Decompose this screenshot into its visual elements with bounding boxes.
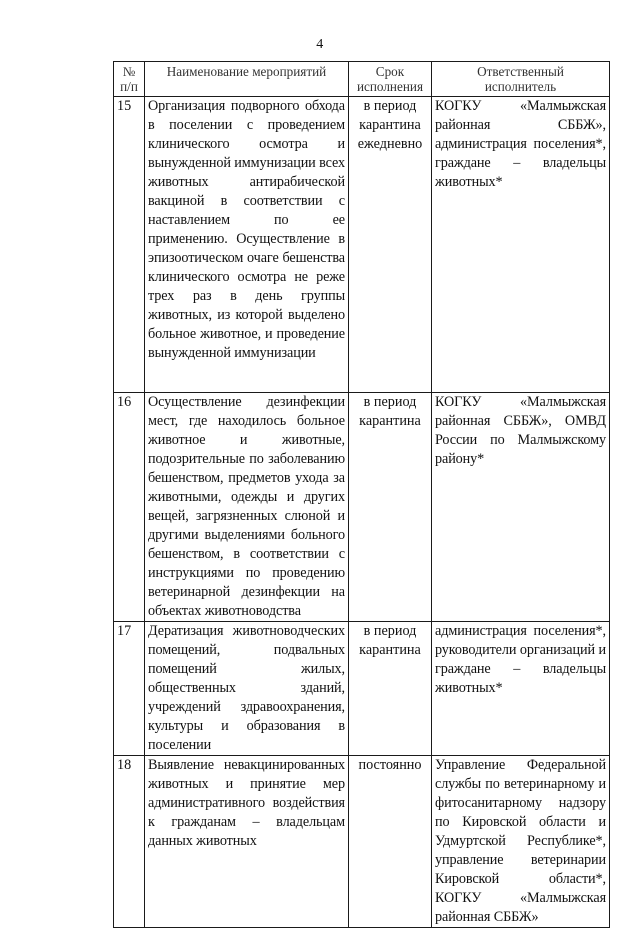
row-number: 17 <box>114 622 145 756</box>
header-term: Срок исполнения <box>349 62 432 97</box>
row-executor: КОГКУ «Малмыжская районная СББЖ», ОМВД России по Малмыжскому району* <box>432 393 610 622</box>
row-executor: Управление Федеральной службы по ветеринарному и фитосанитарному надзору по Кировской области и Удмуртской Республике*, управление ветеринарии Кировской области*, КОГКУ «Малмыжская районная СББЖ» <box>432 756 610 928</box>
measures-table <box>113 61 610 928</box>
table-row <box>114 756 610 928</box>
row-term: в период карантина <box>349 622 432 756</box>
row-number: 16 <box>114 393 145 622</box>
table-row <box>114 393 610 622</box>
row-term: в период карантина ежедневно <box>349 97 432 393</box>
page-number: 4 <box>316 37 324 52</box>
row-measure-name: Выявление невакцинированных животных и принятие мер административного воздействия к гражданам – владельцам данных животных <box>145 756 349 928</box>
header-number: № п/п <box>114 62 145 97</box>
row-executor: КОГКУ «Малмыжская районная СББЖ», администрация поселения*, граждане – владельцы животных* <box>432 97 610 393</box>
table-header-row <box>114 62 610 97</box>
table-row <box>114 622 610 756</box>
header-executor: Ответственный исполнитель <box>432 62 610 97</box>
row-measure-name: Организация подворного обхода в поселении с проведением клинического осмотра и вынужденной иммунизации всех животных антирабической вакциной в соответствии с наставлением по ее применению. Осуществление в эпизоотическом очаге бешенства клинического осмотра не реже трех раз в день группы животных, из которой выделено больное животное, и проведение вынужденной иммунизации <box>145 97 349 393</box>
row-measure-name: Осуществление дезинфекции мест, где находилось больное животное и животные, подозрительные по заболеванию бешенством, предметов ухода за животными, одежды и других вещей, загрязненных слюной и другими выделениями больного бешенством, в соответствии с инструкциями по проведению ветеринарной дезинфекции на объектах животноводства <box>145 393 349 622</box>
row-term: в период карантина <box>349 393 432 622</box>
row-term: постоянно <box>349 756 432 928</box>
row-number: 15 <box>114 97 145 393</box>
table-row <box>114 97 610 393</box>
row-number: 18 <box>114 756 145 928</box>
header-measure-name: Наименование мероприятий <box>145 62 349 97</box>
row-executor: администрация поселения*, руководители организаций и граждане – владельцы животных* <box>432 622 610 756</box>
row-measure-name: Дератизация животноводческих помещений, подвальных помещений жилых, общественных зданий, учреждений здравоохранения, культуры и образования в поселении <box>145 622 349 756</box>
